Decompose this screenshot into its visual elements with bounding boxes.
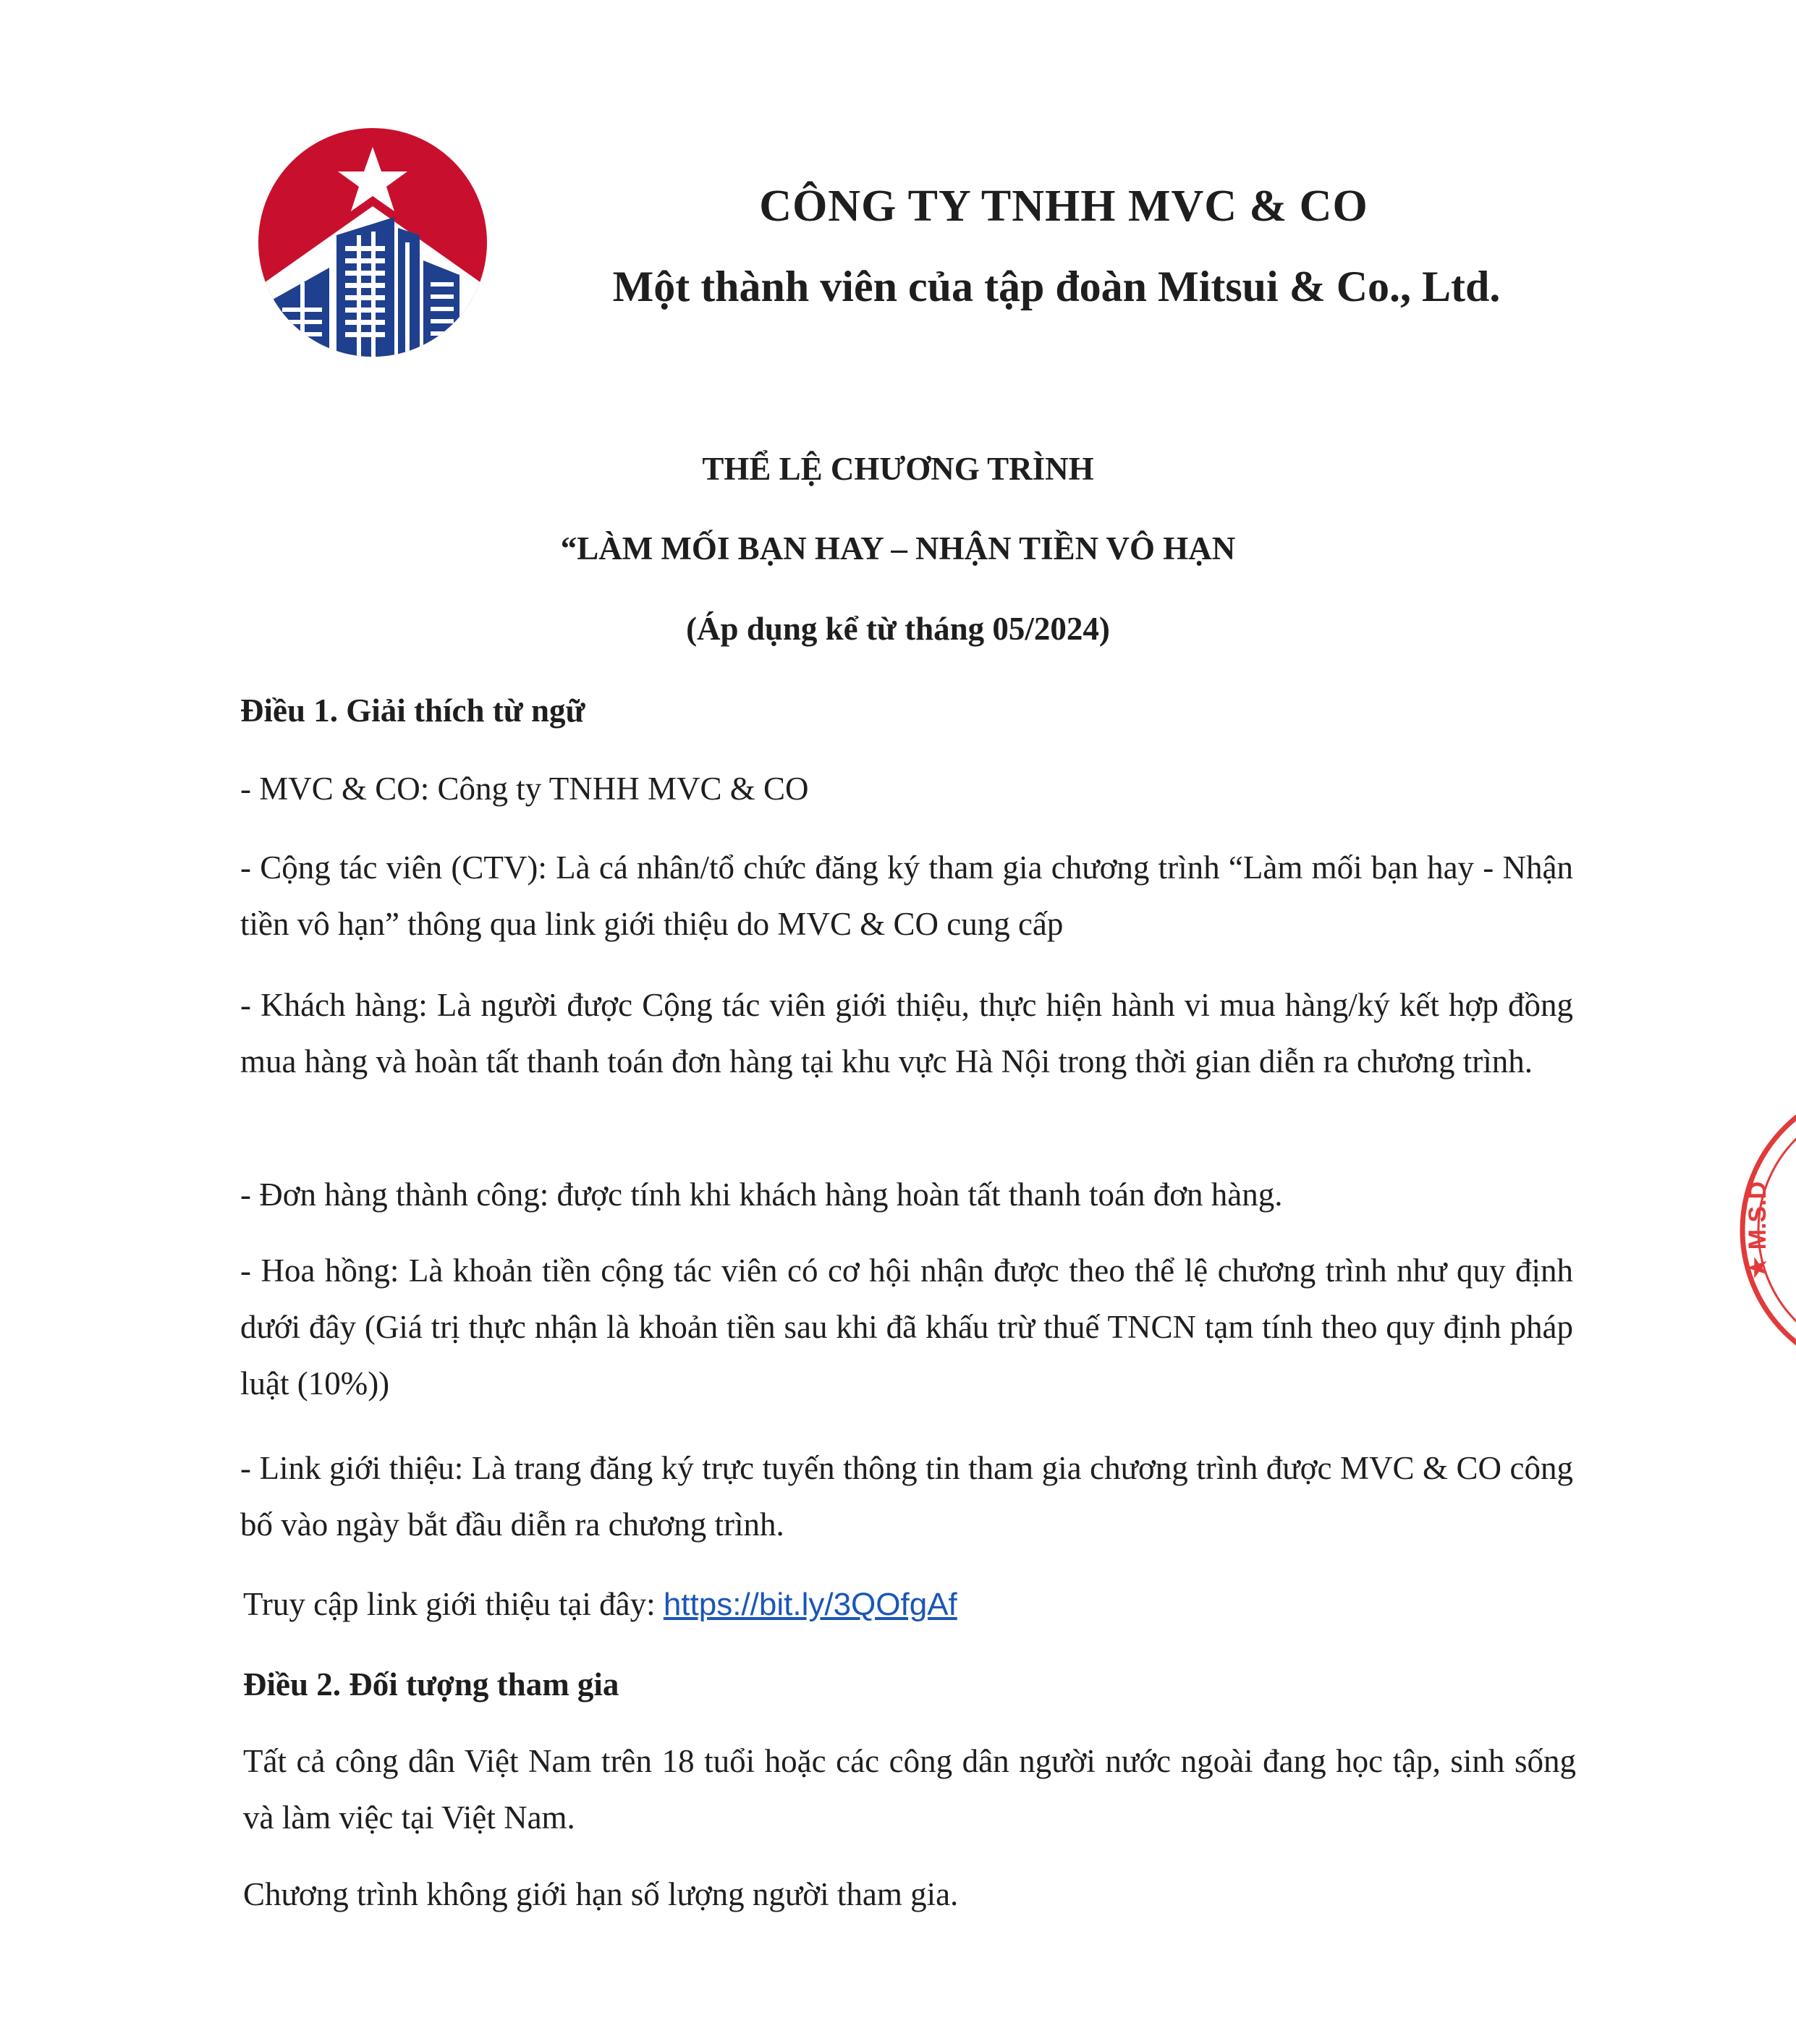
svg-text:★ M.S.D: ★ M.S.D: [1744, 1181, 1771, 1279]
referral-link[interactable]: https://bit.ly/3QOfgAf: [663, 1587, 957, 1622]
participant-limit-text: Chương trình không giới hạn số lượng người tham gia.: [243, 1876, 959, 1912]
access-link-line: [243, 1585, 957, 1623]
company-subtitle: Một thành viên của tập đoàn Mitsui & Co., Ltd.: [612, 263, 1501, 310]
eligibility-text: Tất cả công dân Việt Nam trên 18 tuổi hoặc các công dân người nước ngoài đang học tập, sinh sống và làm việc tại Việt Nam.: [243, 1743, 1576, 1836]
company-stamp: [1721, 1114, 1796, 1346]
definition-customer: - Khách hàng: Là người được Cộng tác viên giới thiệu, thực hiện hành vi mua hàng/ký kết hợp đồng mua hàng và hoàn tất thanh toán đơn hàng tại khu vực Hà Nội trong thời gian diễn ra chương trình.: [240, 987, 1573, 1080]
access-link-label: Truy cập link giới thiệu tại đây:: [243, 1586, 664, 1622]
company-name: CÔNG TY TNHH MVC & CO: [759, 182, 1368, 231]
definition-commission: - Hoa hồng: Là khoản tiền cộng tác viên có cơ hội nhận được theo thể lệ chương trình như quy định dưới đây (Giá trị thực nhận là khoản tiền sau khi đã khấu trừ thuế TNCN tạm tính theo quy định pháp luật (10%)): [240, 1252, 1573, 1401]
building-star-logo-icon: [250, 127, 496, 358]
program-name: “LÀM MỐI BẠN HAY – NHẬN TIỀN VÔ HẠN: [560, 530, 1236, 567]
document-title: THỂ LỆ CHƯƠNG TRÌNH: [702, 451, 1094, 487]
article-1-heading: Điều 1. Giải thích từ ngữ: [240, 692, 585, 729]
definition-referral-link: - Link giới thiệu: Là trang đăng ký trực tuyến thông tin tham gia chương trình được MVC & CO công bố vào ngày bắt đầu diễn ra chương trình.: [240, 1450, 1573, 1543]
article-2-heading: Điều 2. Đối tượng tham gia: [243, 1666, 619, 1702]
stamp-seal-icon: [1721, 1114, 1796, 1346]
company-logo: [250, 127, 496, 358]
effective-date: (Áp dụng kể từ tháng 05/2024): [686, 611, 1110, 647]
definition-successful-order: - Đơn hàng thành công: được tính khi khách hàng hoàn tất thanh toán đơn hàng.: [240, 1176, 1283, 1213]
definition-mvc: - MVC & CO: Công ty TNHH MVC & CO: [240, 771, 809, 807]
definition-ctv: - Cộng tác viên (CTV): Là cá nhân/tổ chức đăng ký tham gia chương trình “Làm mối bạn hay - Nhận tiền vô hạn” thông qua link giới thiệu do MVC & CO cung cấp: [240, 849, 1573, 942]
